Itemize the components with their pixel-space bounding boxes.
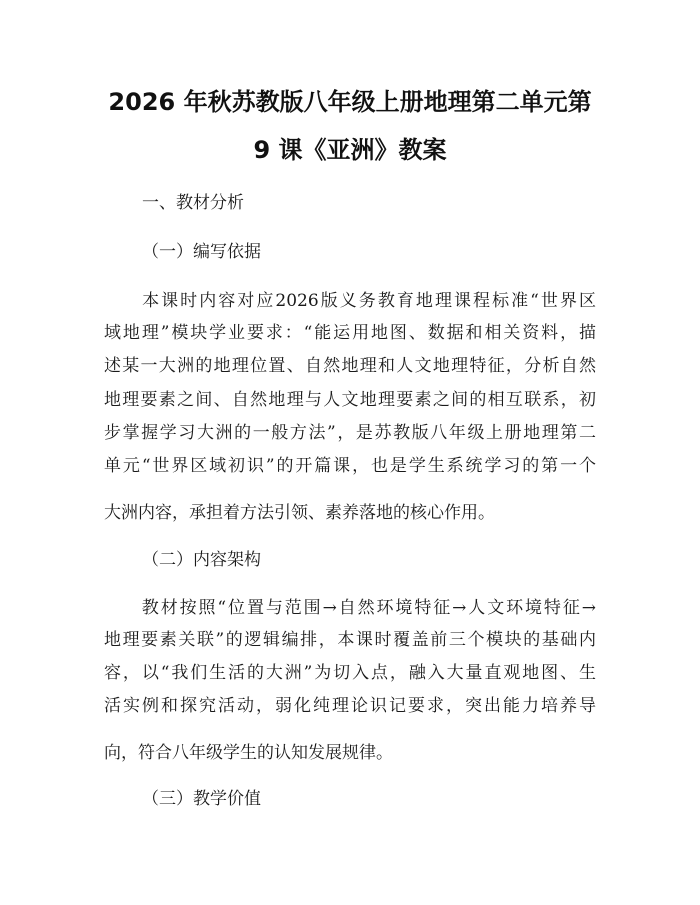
paragraph-line: 地理要素关联”的逻辑编排，本课时覆盖前三个模块的基础内	[104, 630, 596, 650]
paragraph-line: 本课时内容对应2026版义务教育地理课程标准“世界区	[104, 291, 596, 311]
paragraph-line: 教材按照“位置与范围→自然环境特征→人文环境特征→	[104, 598, 596, 618]
paragraph-line: 域地理”模块学业要求：“能运用地图、数据和相关资料，描	[104, 323, 596, 343]
section-heading-teaching-material-analysis: 一、教材分析	[142, 193, 244, 213]
paragraph-line: 容，以“我们生活的大洲”为切入点，融入大量直观地图、生	[104, 663, 596, 683]
paragraph-line: 述某一大洲的地理位置、自然地理和人文地理特征，分析自然	[104, 356, 596, 376]
paragraph-line: 活实例和探究活动，弱化纯理论识记要求，突出能力培养导	[104, 696, 596, 716]
subsection-heading-content-structure: （二）内容架构	[142, 550, 261, 570]
subsection-heading-writing-basis: （一）编写依据	[142, 242, 261, 262]
document-title-line-1: 2026 年秋苏教版八年级上册地理第二单元第	[108, 88, 592, 116]
paragraph-line: 大洲内容，承担着方法引领、素养落地的核心作用。	[104, 503, 495, 523]
document-title-line-2: 9 课《亚洲》教案	[253, 136, 447, 164]
paragraph-line: 步掌握学习大洲的一般方法”，是苏教版八年级上册地理第二	[104, 423, 596, 443]
paragraph-line: 单元“世界区域初识”的开篇课，也是学生系统学习的第一个	[104, 456, 596, 476]
paragraph-line: 向，符合八年级学生的认知发展规律。	[104, 743, 393, 763]
paragraph-line: 地理要素之间、自然地理与人文地理要素之间的相互联系，初	[104, 390, 596, 410]
subsection-heading-teaching-value: （三）教学价值	[142, 789, 261, 809]
